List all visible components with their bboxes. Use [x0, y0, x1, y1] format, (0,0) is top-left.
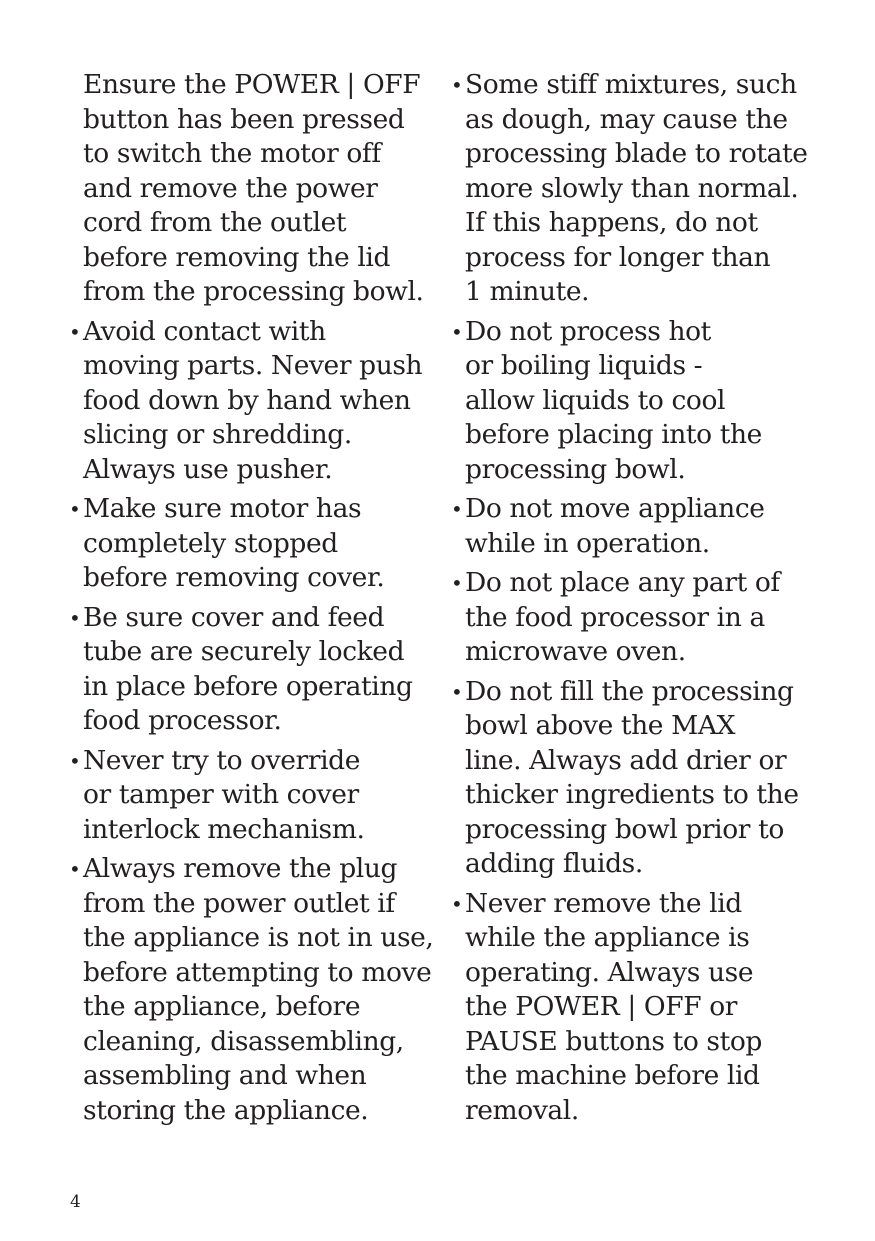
text-line: thicker ingredients to the: [465, 779, 799, 810]
bullet-item: [68, 852, 436, 1128]
bullet-item: [68, 601, 436, 739]
text-line: completely stopped: [83, 527, 338, 559]
text-line: cord from the outlet: [83, 207, 347, 238]
text-line: bowl above the MAX: [465, 710, 736, 741]
text-line: the appliance is not in use,: [83, 922, 434, 953]
text-line: microwave oven.: [465, 636, 686, 667]
text-line: Ensure the POWER | OFF: [83, 69, 421, 100]
bullet-glyph: •: [69, 319, 81, 344]
bullet-glyph: •: [451, 679, 463, 704]
bullet-glyph: •: [69, 857, 81, 881]
text-line: before attempting to move: [83, 956, 432, 988]
text-line: food down by hand when: [83, 384, 411, 416]
text-line: button has been pressed: [83, 103, 405, 135]
text-line: the food processor in a: [465, 601, 765, 633]
text-line: food processor.: [83, 705, 282, 736]
text-line: interlock mechanism.: [83, 813, 365, 845]
text-line: assembling and when: [83, 1060, 367, 1091]
text-line: to switch the motor off: [83, 138, 381, 169]
text-line: PAUSE buttons to stop: [465, 1025, 762, 1057]
bullet-item: [450, 492, 820, 561]
text-line: or tamper with cover: [83, 779, 359, 810]
text-line: Do not fill the processing: [465, 675, 794, 707]
text-line: processing bowl.: [465, 453, 686, 485]
text-line: If this happens, do not: [465, 207, 758, 238]
text-line: in place before operating: [83, 670, 413, 702]
text-line: Always remove the plug: [83, 853, 398, 884]
text-line: Do not process hot: [465, 315, 711, 347]
text-line: and remove the power: [83, 172, 378, 204]
text-line: Some stiff mixtures, such: [465, 69, 797, 100]
text-line: Make sure motor has: [83, 493, 362, 524]
text-line: line. Always add drier or: [465, 744, 787, 776]
bullet-item: [68, 315, 436, 488]
bullet-glyph: •: [69, 605, 81, 630]
text-line: processing bowl prior to: [465, 813, 784, 845]
bullet-item: [68, 492, 436, 596]
text-line: moving parts. Never push: [83, 350, 423, 381]
text-line: processing blade to rotate: [465, 138, 808, 169]
bullet-glyph: •: [451, 891, 463, 916]
text-line: Do not place any part of: [465, 567, 780, 598]
bullet-glyph: •: [69, 748, 81, 773]
text-line: more slowly than normal.: [465, 172, 799, 204]
bullet-item: [68, 744, 436, 848]
text-line: operating. Always use: [465, 956, 754, 988]
page-number: 4: [70, 1192, 81, 1212]
bullet-item: [450, 675, 820, 882]
bullet-glyph: •: [451, 73, 463, 97]
text-line: adding fluids.: [465, 848, 643, 879]
text-line: allow liquids to cool: [465, 384, 726, 416]
text-line: cleaning, disassembling,: [83, 1025, 404, 1057]
text-line: the appliance, before: [83, 991, 361, 1022]
text-line: before removing cover.: [83, 562, 385, 593]
text-line: while the appliance is: [465, 922, 750, 953]
left-column: [68, 68, 436, 1133]
text-line: tube are securely locked: [83, 636, 405, 667]
text-line: before placing into the: [465, 419, 762, 450]
text-line: while in operation.: [465, 527, 710, 559]
bullet-item: [450, 315, 820, 488]
bullet-glyph: •: [451, 319, 463, 344]
text-line: Never try to override: [83, 744, 361, 776]
bullet-item: [450, 68, 820, 310]
text-line: slicing or shredding.: [83, 419, 352, 450]
bullet-glyph: •: [451, 497, 463, 521]
text-line: before removing the lid: [83, 241, 391, 273]
text-line: from the processing bowl.: [83, 276, 424, 307]
text-line: Do not move appliance: [465, 493, 765, 524]
text-line: process for longer than: [465, 241, 771, 273]
bullet-glyph: •: [451, 571, 463, 595]
paragraph-item: [68, 68, 436, 310]
bullet-item: [450, 566, 820, 670]
text-line: Never remove the lid: [465, 887, 742, 919]
text-line: 1 minute.: [465, 276, 590, 307]
text-line: Be sure cover and feed: [83, 601, 385, 633]
text-line: the machine before lid: [465, 1060, 760, 1091]
text-line: the POWER | OFF or: [465, 991, 738, 1022]
right-column: [450, 68, 820, 1133]
bullet-item: [450, 887, 820, 1129]
text-line: from the power outlet if: [83, 887, 395, 919]
text-line: Always use pusher.: [83, 453, 333, 485]
text-line: removal.: [465, 1094, 579, 1126]
text-line: as dough, may cause the: [465, 103, 788, 135]
bullet-glyph: •: [69, 497, 81, 521]
text-line: storing the appliance.: [83, 1094, 369, 1126]
text-line: or boiling liquids -: [465, 350, 703, 381]
text-line: Avoid contact with: [83, 315, 326, 347]
